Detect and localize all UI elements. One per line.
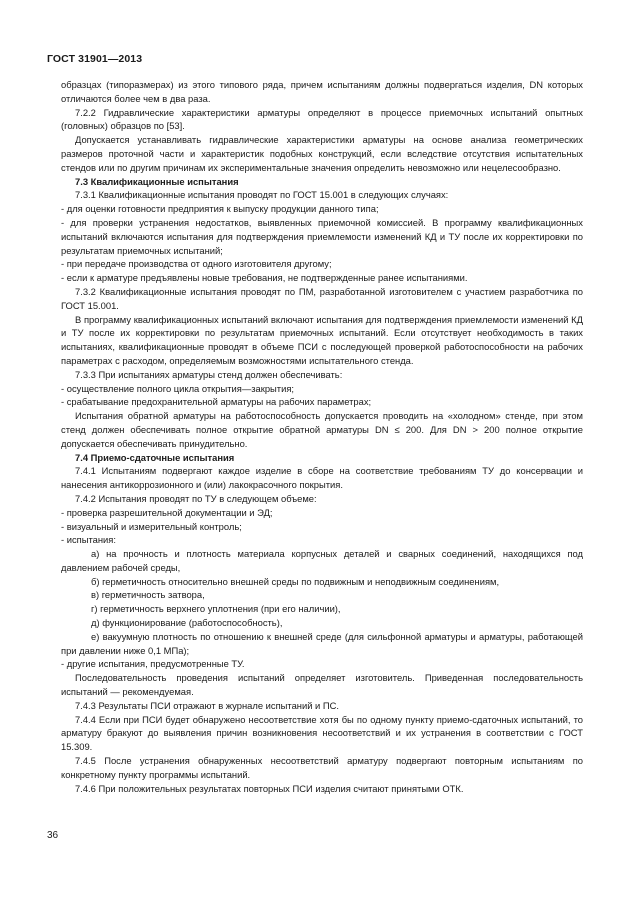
list-item: - визуальный и измерительный контроль; bbox=[61, 520, 242, 532]
sub-list-item: б) герметичность относительно внешней среды по подвижным и неподвижным соединениям, bbox=[91, 575, 500, 587]
list-item: - испытания: bbox=[61, 534, 116, 546]
paragraph: образцах (типоразмерах) из этого типового ряда, причем испытаниям должны подвергаться изделия, DN которых отличаются более чем в два раза. bbox=[61, 79, 583, 104]
paragraph: 7.3.2 Квалификационные испытания проводят по ПМ, разработанной изготовителем с участием разработчика по ГОСТ 15.001. bbox=[61, 285, 583, 311]
paragraph: 7.3.3 При испытаниях арматуры стенд должен обеспечивать: bbox=[75, 368, 343, 380]
list-item: - если к арматуре предъявлены новые требования, не подтвержденные ранее испытаниями. bbox=[61, 272, 468, 284]
sub-list-item: е) вакуумную плотность по отношению к внешней среде (для сильфонной арматуры и арматуры, работающей при давлении ниже 0,1 МПа); bbox=[61, 630, 583, 656]
list-item: - другие испытания, предусмотренные ТУ. bbox=[61, 658, 245, 670]
sub-list-item: а) на прочность и плотность материала корпусных деталей и сварных соединений, находящихся под давлением рабочей среды, bbox=[61, 548, 583, 573]
document-body bbox=[61, 78, 583, 795]
paragraph: Допускается устанавливать гидравлические характеристики арматуры на основе анализа геометрических размеров проточной части и характеристик подобных конструкций, если вследствие отсутствия испытательных стендов или по другим причинам их экспериментальные значения определить невозможно или нецелесообразно. bbox=[61, 134, 583, 173]
list-item: - при передаче производства от одного изготовителя другому; bbox=[61, 258, 332, 270]
list-item: - осуществление полного цикла открытия—закрытия; bbox=[61, 382, 294, 394]
paragraph: 7.4.6 При положительных результатах повторных ПСИ изделия считают принятыми ОТК. bbox=[75, 782, 464, 794]
section-heading-7-4: 7.4 Приемо-сдаточные испытания bbox=[75, 451, 235, 463]
paragraph: В программу квалификационных испытаний включают испытания для подтверждения приемлемости изменений КД и ТУ после их корректировки по результатам приемочных испытаний. Если отсутствует необходимость в таких испытаниях, квалификационные проводят в объеме ПСИ с последующей проверкой работоспособности на рабочих параметрах с расходом, определяемым возможностями испытательного стенда. bbox=[61, 313, 583, 366]
section-heading-7-3: 7.3 Квалификационные испытания bbox=[75, 175, 239, 187]
paragraph: Испытания обратной арматуры на работоспособность допускается проводить на «холодном» стенде, при этом стенд должен обеспечивать полное открытие обратной арматуры DN ≤ 200. Для DN > 200 полное открытие допускается обеспечивать принудительно. bbox=[61, 410, 583, 449]
paragraph: 7.3.1 Квалификационные испытания проводят по ГОСТ 15.001 в следующих случаях: bbox=[75, 189, 449, 201]
paragraph: 7.4.4 Если при ПСИ будет обнаружено несоответствие хотя бы по одному пункту приемо-сдаточных испытаний, то арматуру бракуют до выявления причин возникновения несоответствий и их устранения в соответствии с ГОСТ 15.309. bbox=[61, 713, 583, 753]
list-item: - срабатывание предохранительной арматуры на рабочих параметрах; bbox=[61, 396, 372, 408]
paragraph: 7.4.1 Испытаниям подвергают каждое изделие в сборе на соответствие требованиям ТУ до консервации и нанесения антикоррозионного и (или) лакокрасочного покрытия. bbox=[61, 465, 583, 491]
paragraph: 7.4.2 Испытания проводят по ТУ в следующем объеме: bbox=[75, 492, 317, 504]
sub-list-item: в) герметичность затвора, bbox=[91, 589, 205, 601]
paragraph: 7.4.3 Результаты ПСИ отражают в журнале испытаний и ПС. bbox=[75, 699, 340, 711]
list-item: - проверка разрешительной документации и ЭД; bbox=[61, 506, 273, 518]
sub-list-item: г) герметичность верхнего уплотнения (при его наличии), bbox=[91, 603, 341, 615]
sub-list-item: д) функционирование (работоспособность), bbox=[91, 617, 283, 629]
list-item: - для проверки устранения недостатков, выявленных приемочной комиссией. В программу квалификационных испытаний включаются испытания для подтверждения приемлемости изменений КД и ТУ после их корректировки по результатам приемочных испытаний; bbox=[61, 216, 583, 256]
paragraph: Последовательность проведения испытаний определяет изготовитель. Приведенная последовательность испытаний — рекомендуемая. bbox=[61, 672, 583, 698]
paragraph: 7.2.2 Гидравлические характеристики арматуры определяют в процессе приемочных испытаний опытных (головных) образцов по [53]. bbox=[61, 106, 583, 132]
paragraph: 7.4.5 После устранения обнаруженных несоответствий арматуру подвергают повторным испытаниям по конкретному пункту программы испытаний. bbox=[61, 755, 583, 780]
page-number: 36 bbox=[47, 830, 59, 841]
document-code-header: ГОСТ 31901—2013 bbox=[47, 53, 143, 65]
list-item: - для оценки готовности предприятия к выпуску продукции данного типа; bbox=[61, 203, 379, 215]
